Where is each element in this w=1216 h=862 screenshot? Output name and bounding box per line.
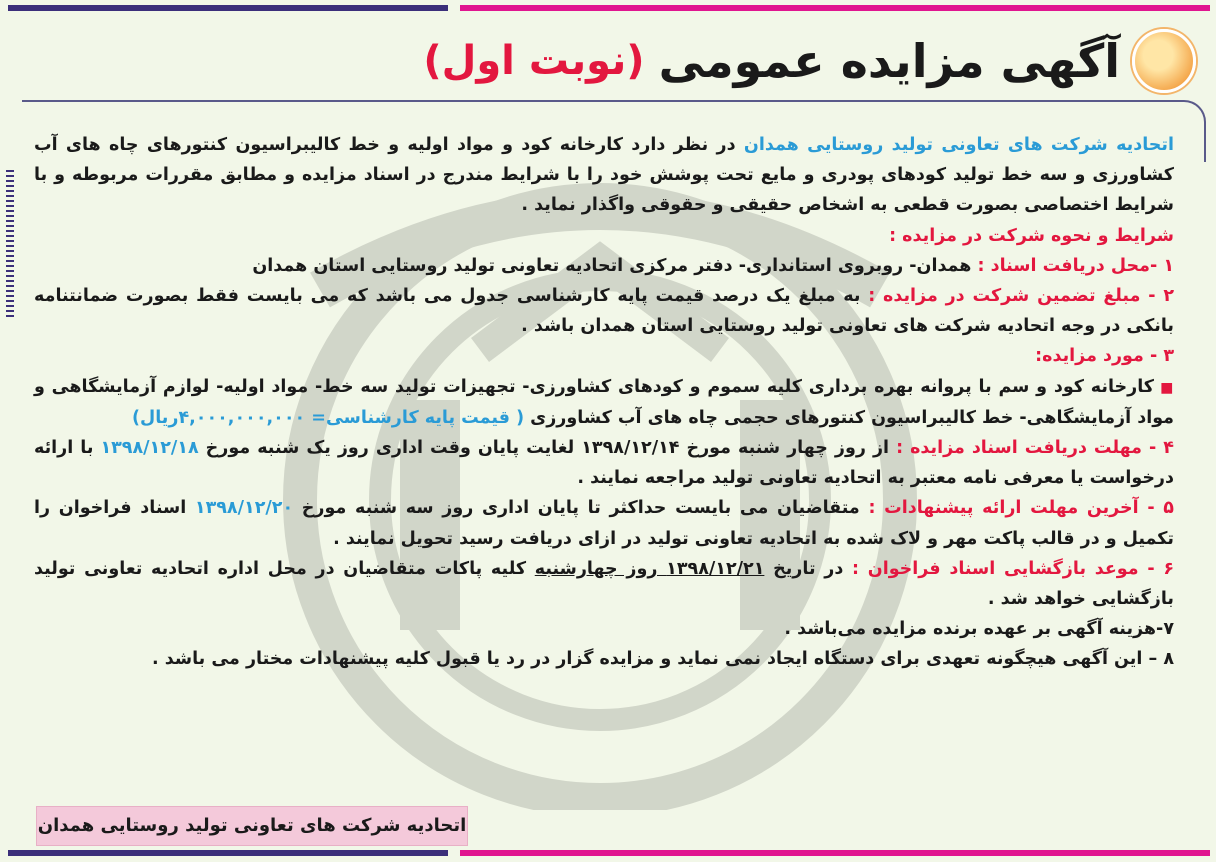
bullet-square-icon: ■ — [1160, 379, 1174, 396]
item-6-text-b: کلیه پاکات متقاضیان در محل اداره اتحادیه تعاونی تولید بازگشایی خواهد شد . — [34, 558, 1174, 610]
item-1-text: همدان- روبروی استانداری- دفتر مرکزی اتحادیه تعاونی تولید روستایی استان همدان — [252, 255, 978, 276]
title-text: آگهی مزایده عمومی — [658, 34, 1120, 88]
item-3-label: ۳ - مورد مزایده: — [1035, 346, 1174, 367]
item-5 — [34, 493, 1174, 553]
item-6 — [34, 554, 1174, 614]
item-2-text: به مبلغ یک درصد قیمت پایه کارشناسی جدول می باشد که می بایست فقط بصورت ضمانتنامه بانکی در وجه اتحادیه شرکت های تعاونی تولید روستایی استان همدان باشد . — [34, 286, 1174, 337]
item-1 — [34, 251, 1174, 281]
item-5-date: ۱۳۹۸/۱۲/۲۰ — [194, 498, 294, 519]
title-circle-icon — [1132, 29, 1196, 93]
signature-box: اتحادیه شرکت های تعاونی تولید روستایی همدان — [36, 806, 468, 846]
item-5-label: ۵ - آخرین مهلت ارائه پیشنهادات : — [868, 498, 1174, 519]
item-5-text-a: متقاضیان می بایست حداکثر تا پایان اداری روز سه شنبه مورخ — [293, 498, 869, 519]
intro-text: در نظر دارد کارخانه کود و مواد اولیه و خط کالیبراسیون کنتورهای چاه های آب کشاورزی و سه خط تولید کودهای پودری و مایع تحت پوشش خود را با شرایط مندرج در اسناد مزایده و مطابق مقررات مربوطه و با شرایط اختصاصی بصورت قطعی به اشخاص حقیقی و حقوقی واگذار نماید . — [34, 135, 1174, 216]
bottom-border-navy — [8, 850, 448, 856]
title-round: (نوبت اول) — [423, 38, 645, 84]
item-3-text: کارخانه کود و سم با پروانه بهره برداری کلیه سموم و کودهای کشاورزی- تجهیزات تولید سه خط- مواد اولیه- لوازم آزمایشگاهی و مواد آزمایشگاهی- خط کالیبراسیون کنتورهای حجمی چاه های آب کشاورزی — [34, 376, 1174, 428]
conditions-heading: شرایط و نحوه شرکت در مزایده : — [889, 225, 1174, 246]
left-stripe-decoration — [6, 170, 14, 320]
bottom-border-magenta — [460, 850, 1210, 856]
item-1-label: ۱ -محل دریافت اسناد : — [977, 255, 1174, 276]
item-4-text-a: از روز چهار شنبه مورخ ۱۳۹۸/۱۲/۱۴ لغایت پایان وقت اداری روز یک شنبه مورخ — [198, 438, 897, 459]
item-8: ۸ – این آگهی هیچگونه تعهدی برای دستگاه ایجاد نمی نماید و مزایده گزار در رد یا قبول کلیه پیشنهادات مختار می باشد . — [152, 649, 1174, 670]
item-6-date: ۱۳۹۸/۱۲/۲۱ روز چهارشنبه — [534, 558, 765, 579]
item-2 — [34, 281, 1174, 341]
item-6-label: ۶ - موعد بازگشایی اسناد فراخوان : — [852, 558, 1175, 579]
item-6-text-a: در تاریخ — [764, 558, 853, 579]
item-4-label: ۴ - مهلت دریافت اسناد مزایده : — [896, 438, 1174, 459]
top-border-magenta — [460, 5, 1210, 11]
item-5-text-b: اسناد فراخوان را تکمیل و در قالب پاکت مهر و لاک شده به اتحادیه تعاونی تولید در ازای دریافت رسید تحویل نمایند . — [34, 498, 1174, 549]
intro-paragraph — [34, 130, 1174, 221]
item-7: ۷-هزینه آگهی بر عهده برنده مزایده می‌باشد . — [784, 619, 1174, 640]
top-border-navy — [8, 5, 448, 11]
title-divider — [22, 100, 1182, 102]
ad-title — [423, 16, 1196, 106]
org-name: اتحادیه شرکت های تعاونی تولید روستایی همدان — [743, 135, 1174, 155]
item-4-text-b: با ارائه درخواست یا معرفی نامه معتبر به اتحادیه تعاونی تولید مراجعه نمایند . — [34, 438, 1174, 489]
item-3-price: ( قیمت پایه کارشناسی= ۴,۰۰۰,۰۰۰,۰۰۰ریال) — [132, 407, 525, 428]
item-4-date: ۱۳۹۸/۱۲/۱۸ — [100, 438, 199, 459]
item-3 — [34, 372, 1174, 433]
ad-body — [34, 130, 1174, 675]
item-2-label: ۲ - مبلغ تضمین شرکت در مزایده : — [868, 286, 1174, 307]
item-4 — [34, 433, 1174, 493]
